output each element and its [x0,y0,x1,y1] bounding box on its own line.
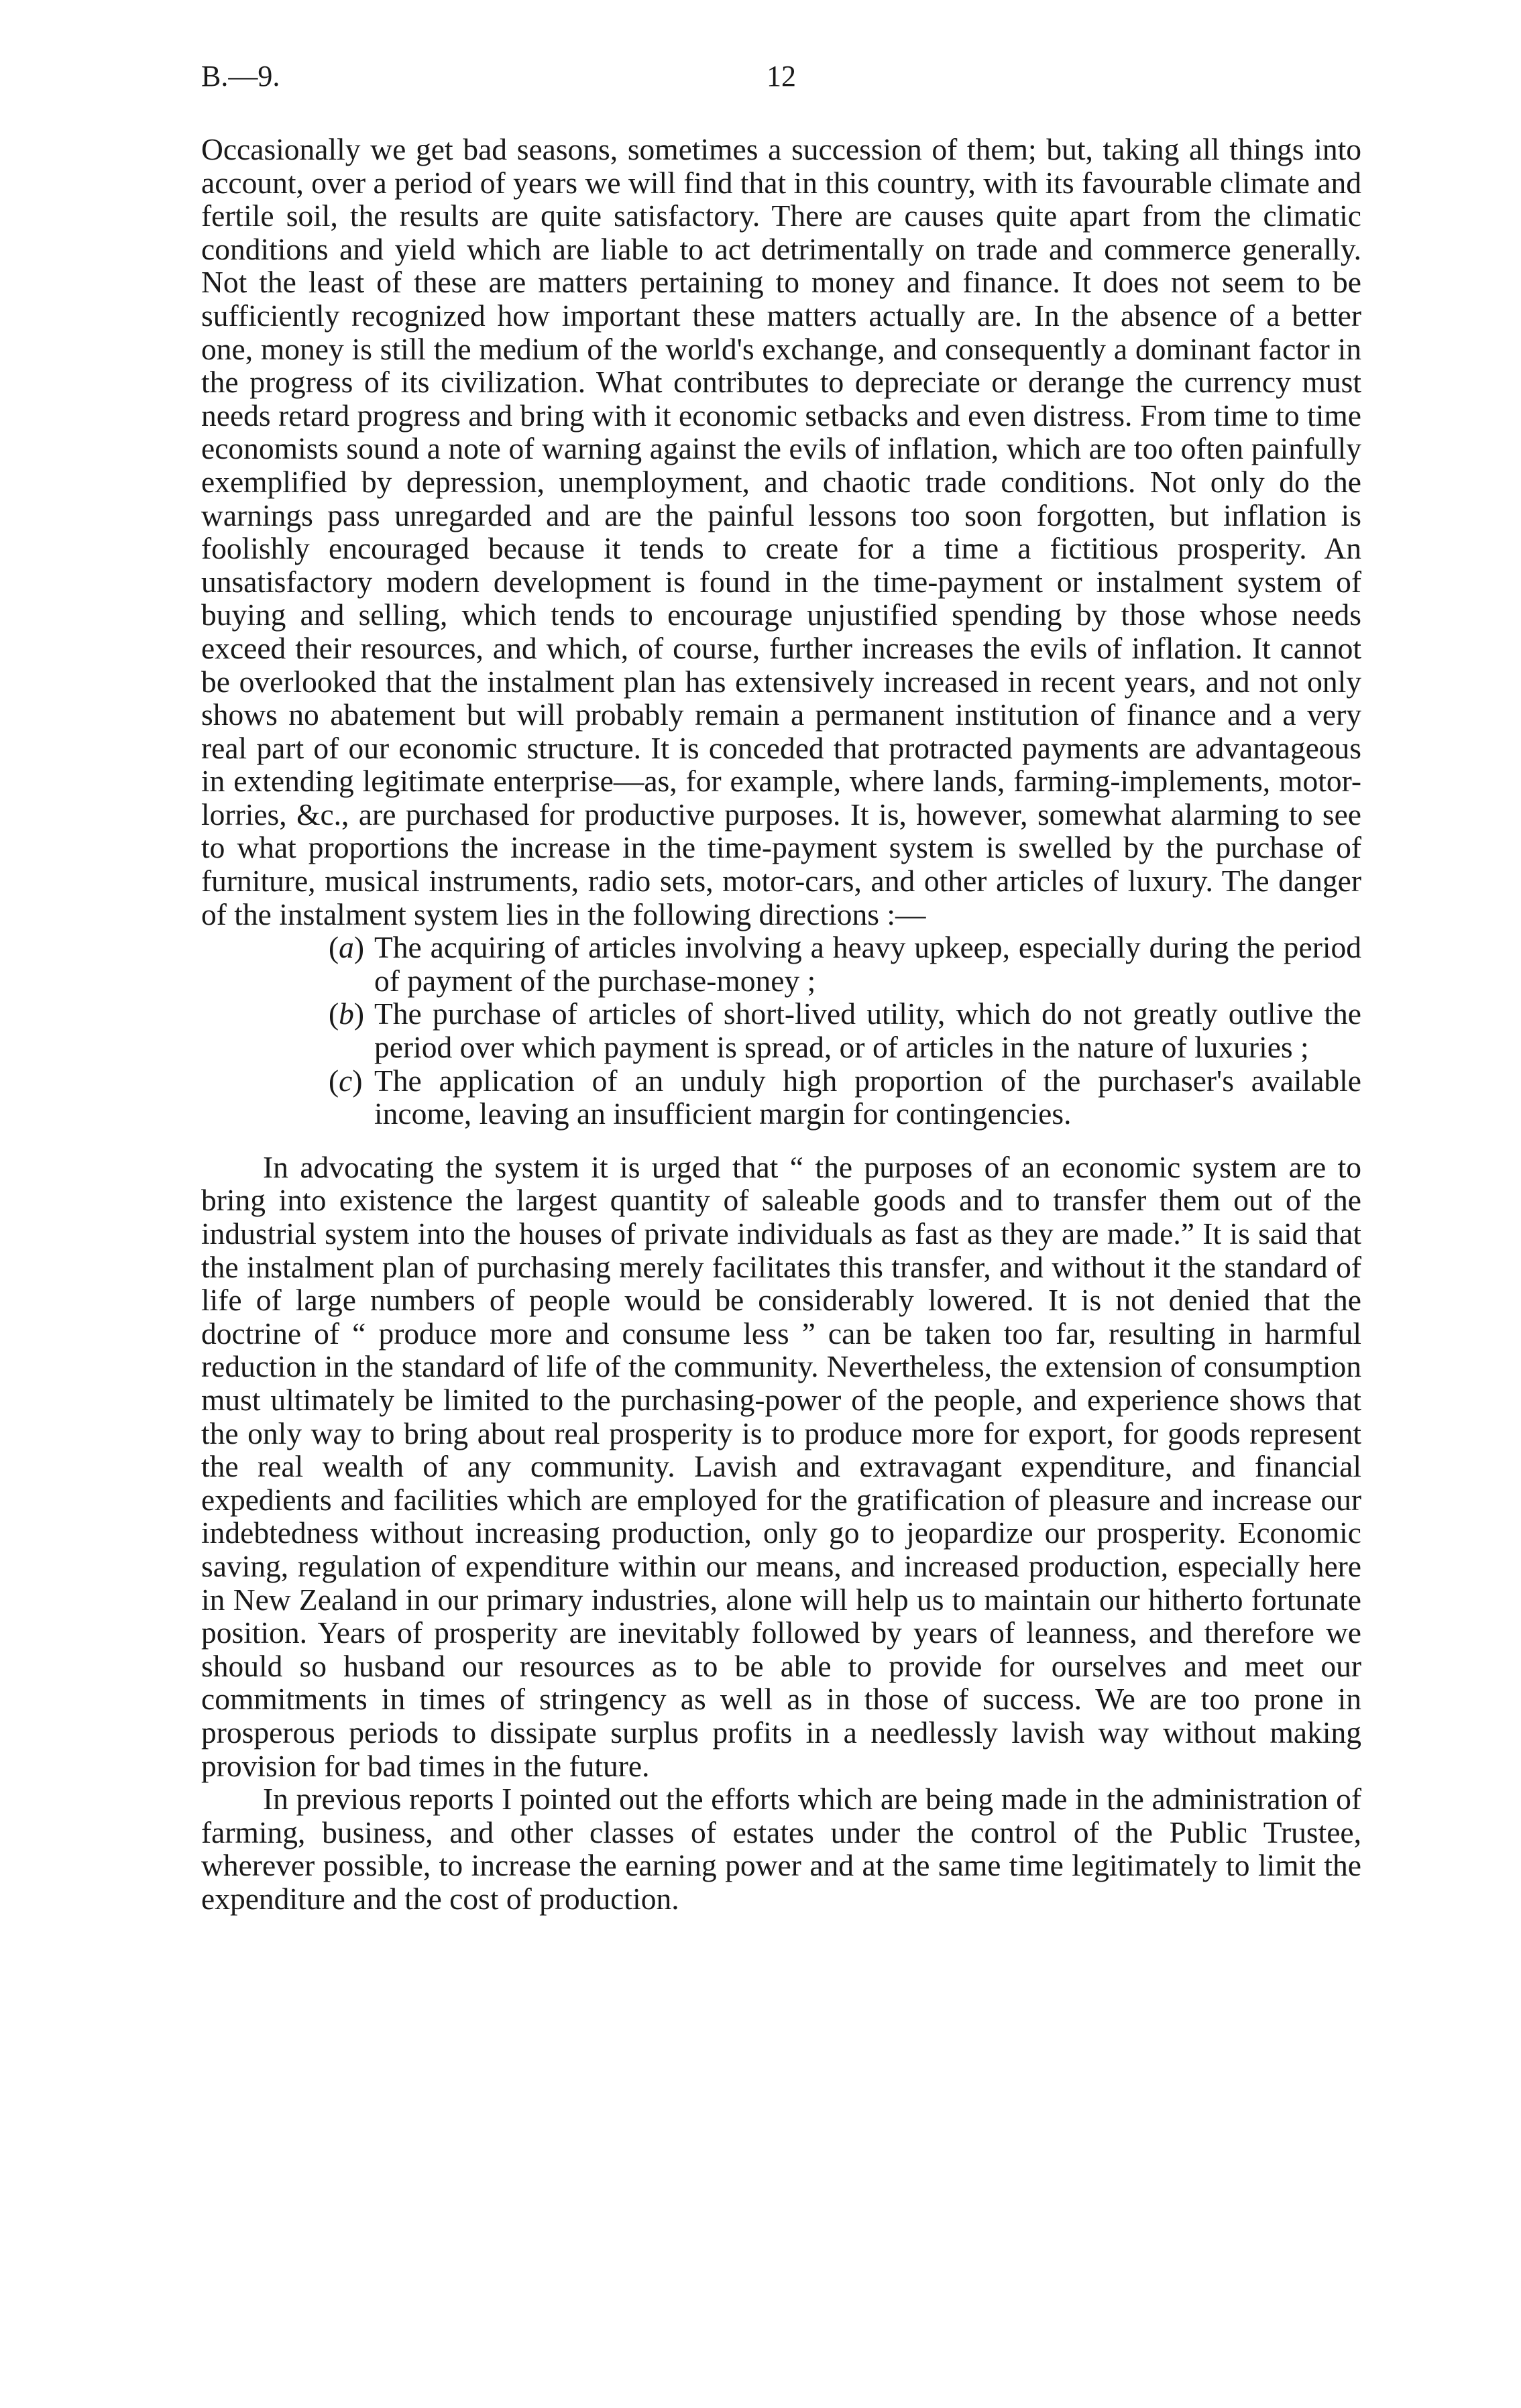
page-header [201,50,1361,103]
list-marker-b: (b) [329,996,365,1031]
list-text-a: The acquiring of articles involving a heavy upkeep, especially during the period of payment of the purchase-money ; [374,930,1361,998]
body-text [201,133,1361,1915]
paragraph-previous-reports: In previous reports I pointed out the efforts which are being made in the administration of farming, business, and other classes of estates under the control of the Public Trustee, wherever possible, to increase the earning power and at the same time legitimately to limit the expenditure and the cost of production. [201,1782,1361,1916]
paragraph-inflation: Occasionally we get bad seasons, sometimes a succession of them; but, taking all things into account, over a period of years we will find that in this country, with its favourable climate and fertile soil, the results are quite satisfactory. There are causes quite apart from the climatic conditions and yield which are liable to act detrimentally on trade and commerce generally. Not the least of these are matters pertaining to money and finance. It does not seem to be sufficiently recognized how important these matters actually are. In the absence of a better one, money is still the medium of the world's exchange, and consequently a dominant factor in the progress of its civilization. What contributes to depreciate or derange the currency must needs retard progress and bring with it economic setbacks and even distress. From time to time economists sound a note of warning against the evils of inflation, which are too often painfully exemplified by depression, unemployment, and chaotic trade conditions. Not only do the warnings pass unregarded and are the painful lessons too soon forgotten, but inflation is foolishly encouraged because it tends to create for a time a fictitious prosperity. An unsatisfactory modern development is found in the time-payment or instalment system of buying and selling, which tends to encourage unjustified spending by those whose needs exceed their resources, and which, of course, further increases the evils of inflation. It cannot be overlooked that the instalment plan has extensively increased in recent years, and not only shows no abatement but will probably remain a permanent institution of finance and a very real part of our economic structure. It is conceded that protracted payments are advantageous in extending legitimate enterprise—as, for example, where lands, farming-implements, motor-lorries, &c., are purchased for productive purposes. It is, however, somewhat alarming to see to what proportions the increase in the time-payment system is swelled by the purchase of furniture, musical instruments, radio sets, motor-cars, and other articles of luxury. The danger of the instalment system lies in the following directions :— [201,132,1361,931]
list-item-b [329,997,1361,1064]
paragraph-advocating-system: In advocating the system it is urged that “ the purposes of an economic system are to bring into existence the largest quantity of saleable goods and to transfer them out of the industrial system into the houses of private individuals as fast as they are made.” It is said that the instalment plan of purchasing merely facilitates this transfer, and without it the standard of life of large numbers of people would be considerably lowered. It is not denied that the doctrine of “ produce more and consume less ” can be taken too far, resulting in harmful reduction in the standard of life of the community. Nevertheless, the extension of consumption must ultimately be limited to the purchasing-power of the people, and experience shows that the only way to bring about real prosperity is to produce more for export, for goods represent the real wealth of any community. Lavish and extravagant expenditure, and financial expedients and facilities which are employed for the gratification of pleasure and increase our indebtedness without increasing production, only go to jeopardize our prosperity. Economic saving, regulation of expenditure within our means, and increased production, especially here in New Zealand in our primary industries, alone will help us to maintain our hitherto fortunate position. Years of prosperity are inevitably followed by years of leanness, and therefore we should so husband our resources as to be able to provide for ourselves and meet our commitments in times of stringency as well as in those of success. We are too prone in prosperous periods to dissipate surplus profits in a needlessly lavish way without making provision for bad times in the future. [201,1149,1361,1783]
list-text-b: The purchase of articles of short-lived utility, which do not greatly outlive the period over which payment is spread, or of articles in the nature of luxuries ; [374,996,1361,1065]
document-reference: B.—9. [201,60,280,93]
danger-list [201,931,1361,1131]
list-marker-c: (c) [329,1063,363,1098]
list-marker-a: (a) [329,930,365,965]
list-item-c [329,1064,1361,1131]
list-text-c: The application of an unduly high proportion of the purchaser's available income, leaving an insufficient margin for contingencies. [374,1063,1361,1131]
list-item-a [329,931,1361,997]
page-number: 12 [767,60,796,93]
